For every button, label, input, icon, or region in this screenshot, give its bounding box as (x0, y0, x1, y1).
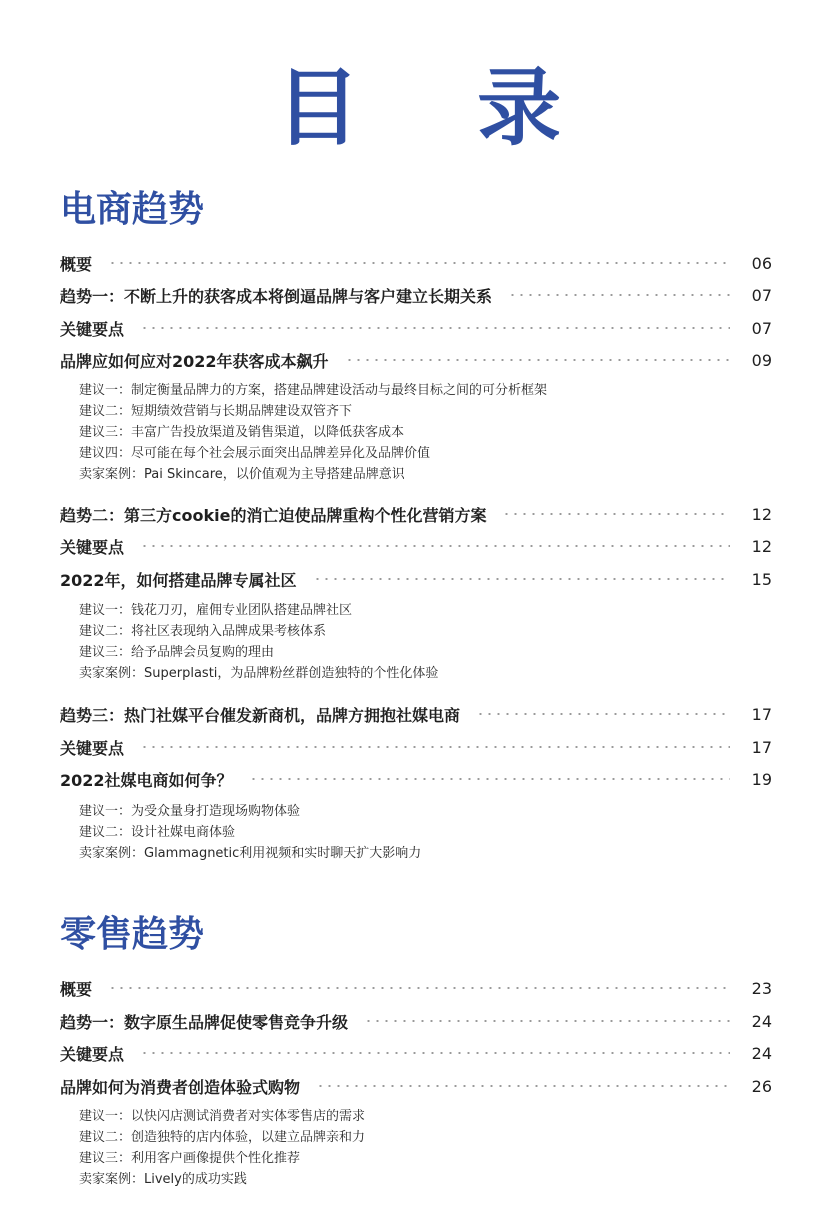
dot-leader (476, 713, 730, 715)
dot-leader (108, 987, 730, 989)
list-item[interactable]: 建议二：创造独特的店内体验，以建立品牌亲和力 (79, 1130, 366, 1145)
dot-leader (140, 1052, 730, 1054)
toc-row-page: 07 (751, 318, 772, 338)
list-item[interactable]: 建议二：设计社媒电商体验 (79, 825, 236, 840)
list-item[interactable]: 建议三：利用客户画像提供个性化推荐 (79, 1151, 301, 1166)
list-item[interactable]: 建议三：丰富广告投放渠道及销售渠道，以降低获客成本 (79, 425, 405, 440)
toc-row-label: 概要 (60, 254, 93, 274)
dot-leader (140, 746, 730, 748)
list-item[interactable]: 卖家案例：Pai Skincare，以价值观为主导搭建品牌意识 (79, 467, 405, 482)
toc-row-label: 关键要点 (60, 537, 125, 557)
toc-row-page: 15 (751, 569, 772, 589)
toc-row[interactable] (60, 1008, 772, 1034)
toc-row-label: 趋势一：数字原生品牌促使零售竞争升级 (60, 1012, 349, 1032)
list-item[interactable]: 建议一：钱花刀刃，雇佣专业团队搭建品牌社区 (79, 603, 353, 618)
section-heading-ecommerce: 电商趋势 (60, 189, 205, 230)
toc-row-label: 概要 (60, 979, 93, 999)
toc-row-label: 品牌应如何应对2022年获客成本飙升 (60, 351, 329, 371)
toc-row-page: 12 (751, 504, 772, 524)
toc-row[interactable] (60, 1073, 772, 1099)
toc-row[interactable] (60, 282, 772, 308)
toc-row[interactable] (60, 701, 772, 727)
list-item[interactable]: 卖家案例：Superplasti，为品牌粉丝群创造独特的个性化体验 (79, 666, 439, 681)
toc-row[interactable] (60, 315, 772, 341)
toc-row-page: 23 (751, 978, 772, 998)
list-item[interactable]: 卖家案例：Glammagnetic利用视频和实时聊天扩大影响力 (79, 846, 422, 861)
list-item[interactable]: 建议一：为受众量身打造现场购物体验 (79, 804, 301, 819)
toc-row-label: 趋势一：不断上升的获客成本将倒逼品牌与客户建立长期关系 (60, 286, 493, 306)
list-item[interactable]: 建议四：尽可能在每个社会展示面突出品牌差异化及品牌价值 (79, 446, 431, 461)
dot-leader (140, 327, 730, 329)
toc-row-label: 关键要点 (60, 319, 125, 339)
toc-row-label: 2022社媒电商如何争？ (60, 770, 233, 790)
sub-item-list (79, 1106, 365, 1190)
dot-leader (108, 262, 730, 264)
toc-row-page: 17 (751, 737, 772, 757)
toc-row[interactable] (60, 766, 772, 792)
dot-leader (345, 359, 730, 361)
toc-row-label: 趋势三：热门社媒平台催发新商机，品牌方拥抱社媒电商 (60, 705, 461, 725)
toc-row[interactable] (60, 1040, 772, 1066)
toc-row[interactable] (60, 566, 772, 592)
toc-row-label: 品牌如何为消费者创造体验式购物 (60, 1077, 301, 1097)
toc-row[interactable] (60, 734, 772, 760)
toc-row-page: 07 (751, 285, 772, 305)
section-heading-retail: 零售趋势 (60, 914, 205, 955)
toc-row-page: 26 (751, 1076, 772, 1096)
list-item[interactable]: 建议一：制定衡量品牌力的方案，搭建品牌建设活动与最终目标之间的可分析框架 (79, 383, 548, 398)
toc-row-label: 2022年，如何搭建品牌专属社区 (60, 570, 297, 590)
toc-row[interactable] (60, 533, 772, 559)
toc-row-page: 24 (751, 1043, 772, 1063)
sub-item-list (79, 801, 421, 864)
dot-leader (502, 513, 730, 515)
list-item[interactable]: 建议一：以快闪店测试消费者对实体零售店的需求 (79, 1109, 366, 1124)
dot-leader (313, 578, 730, 580)
toc-row-page: 06 (751, 253, 772, 273)
list-item[interactable]: 建议二：将社区表现纳入品牌成果考核体系 (79, 624, 327, 639)
toc-row[interactable] (60, 975, 772, 1001)
toc-row-page: 17 (751, 704, 772, 724)
sub-item-list (79, 380, 547, 485)
dot-leader (508, 294, 730, 296)
toc-row-page: 12 (751, 536, 772, 556)
page-title: 目 录 (275, 59, 606, 157)
toc-row-page: 09 (751, 350, 772, 370)
dot-leader (249, 778, 730, 780)
toc-row-label: 关键要点 (60, 738, 125, 758)
toc-row-page: 24 (751, 1011, 772, 1031)
list-item[interactable]: 卖家案例：Lively的成功实践 (79, 1172, 247, 1187)
toc-row[interactable] (60, 347, 772, 373)
toc-row-label: 趋势二：第三方cookie的消亡迫使品牌重构个性化营销方案 (60, 505, 487, 525)
toc-row-label: 关键要点 (60, 1044, 125, 1064)
dot-leader (316, 1085, 730, 1087)
dot-leader (140, 545, 730, 547)
list-item[interactable]: 建议三：给予品牌会员复购的理由 (79, 645, 275, 660)
toc-row[interactable] (60, 250, 772, 276)
dot-leader (364, 1020, 730, 1022)
list-item[interactable]: 建议二：短期绩效营销与长期品牌建设双管齐下 (79, 404, 353, 419)
sub-item-list (79, 600, 438, 684)
toc-row-page: 19 (751, 769, 772, 789)
toc-row[interactable] (60, 501, 772, 527)
